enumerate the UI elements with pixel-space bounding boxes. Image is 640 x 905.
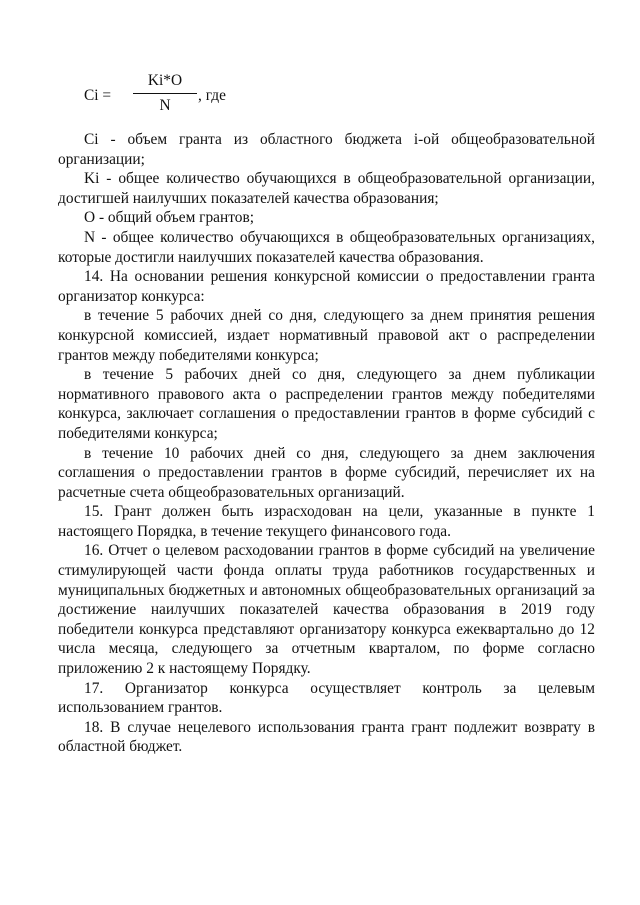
paragraph-14-item-1: в течение 5 рабочих дней со дня, следующего за днем принятия решения конкурсной комиссией, издает нормативный правовой акт о распределении грантов между победителями конкурса; (58, 307, 595, 364)
formula-tail: , где (198, 87, 226, 104)
paragraph-18: 18. В случае нецелевого использования гранта грант подлежит возврату в областной бюджет. (58, 718, 595, 756)
paragraph-14: 14. На основании решения конкурсной комиссии о предоставлении гранта организатор конкурса: (58, 268, 595, 305)
paragraph-17: 17. Организатор конкурса осуществляет контроль за целевым использованием грантов. (58, 679, 595, 717)
paragraph-n-definition: N - общее количество обучающихся в общеобразовательных организациях, которые достигли наилучших показателей качества образования. (58, 228, 595, 266)
paragraph-16: 16. Отчет о целевом расходовании грантов в форме субсидий на увеличение стимулирующей части фонда оплаты труда работников государственных и муниципальных бюджетных и автономных общеобразовательных организаций за достижение наилучших показателей качества образования в 2019 году победители конкурса представляют организатору конкурса ежеквартально до 12 числа месяца, следующего за отчетным кварталом, по форме согласно приложению 2 к настоящему Порядку. (58, 542, 595, 678)
formula-numerator: Ki*O (147, 72, 183, 89)
document-body (58, 130, 595, 757)
paragraph-ki-definition: Ki - общее количество обучающихся в общеобразовательной организации, достигшей наилучших показателей качества образования; (58, 170, 595, 207)
formula-denominator: N (159, 97, 171, 114)
formula-fraction (133, 72, 197, 115)
fraction-bar (133, 93, 197, 94)
paragraph-ci-definition: Ci - объем гранта из областного бюджета i-ой общеобразовательной организации; (58, 131, 595, 168)
paragraph-14-item-3: в течение 10 рабочих дней со дня, следующего за днем заключения соглашения о предоставлении грантов в форме субсидий, перечисляет их на расчетные счета общеобразовательных организаций. (58, 444, 595, 501)
paragraph-15: 15. Грант должен быть израсходован на цели, указанные в пункте 1 настоящего Порядка, в течение текущего финансового года. (58, 503, 595, 540)
formula-lhs: Ci = (84, 87, 112, 104)
paragraph-14-item-2: в течение 5 рабочих дней со дня, следующего за днем публикации нормативного правового акта о распределении грантов между победителями конкурса, заключает соглашения о предоставлении грантов в форме субсидий с победителями конкурса; (58, 366, 595, 442)
paragraph-o-definition: O - общий объем грантов; (84, 209, 254, 227)
